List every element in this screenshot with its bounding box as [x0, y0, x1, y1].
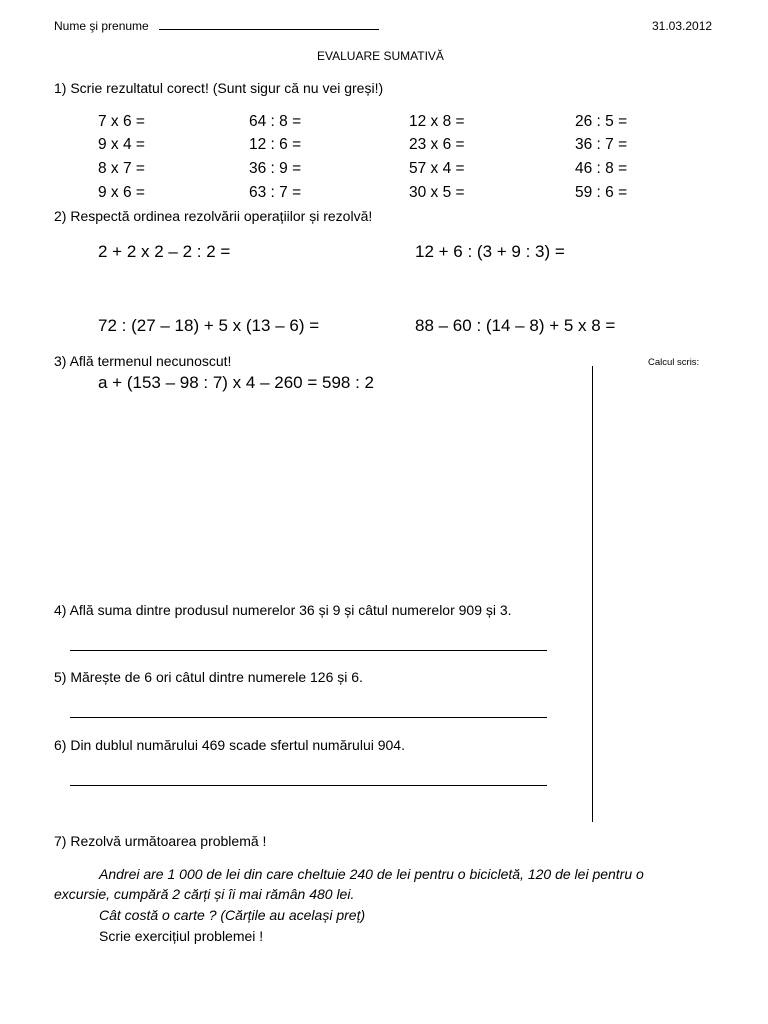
q2-expression-1: 2 + 2 x 2 – 2 : 2 = — [98, 242, 231, 261]
q6-answer-line[interactable] — [70, 785, 547, 786]
q7-instruction: Scrie exercițiul problemei ! — [99, 928, 264, 944]
page-title: EVALUARE SUMATIVĂ — [317, 49, 444, 63]
q1-item: 64 : 8 = — [249, 113, 302, 130]
q3-equation: a + (153 – 98 : 7) x 4 – 260 = 598 : 2 — [98, 373, 374, 392]
q1-item: 36 : 7 = — [575, 136, 628, 153]
q1-item: 59 : 6 = — [575, 184, 628, 201]
q2-expression-3: 72 : (27 – 18) + 5 x (13 – 6) = — [98, 316, 320, 335]
q4-answer-line[interactable] — [70, 650, 547, 651]
q1-item: 36 : 9 = — [249, 160, 302, 177]
q1-item: 9 x 6 = — [98, 184, 145, 201]
q5-prompt: 5) Mărește de 6 ori câtul dintre numerele 126 și 6. — [54, 669, 363, 685]
q1-item: 12 : 6 = — [249, 136, 302, 153]
q1-prompt: 1) Scrie rezultatul corect! (Sunt sigur că nu vei greși!) — [54, 80, 384, 96]
q1-item: 23 x 6 = — [409, 136, 465, 153]
q2-prompt: 2) Respectă ordinea rezolvării operațiilor și rezolvă! — [54, 208, 373, 224]
q1-item: 46 : 8 = — [575, 160, 628, 177]
q1-item: 7 x 6 = — [98, 113, 145, 130]
q7-problem-line-2: excursie, cumpără 2 cărți și îi mai rămân 480 lei. — [54, 886, 355, 902]
date: 31.03.2012 — [652, 19, 713, 33]
q2-expression-4: 88 – 60 : (14 – 8) + 5 x 8 = — [415, 316, 616, 335]
q5-answer-line[interactable] — [70, 717, 547, 718]
calcul-scris-label: Calcul scris: — [648, 357, 700, 368]
q1-item: 63 : 7 = — [249, 184, 302, 201]
q2-expression-2: 12 + 6 : (3 + 9 : 3) = — [415, 242, 565, 261]
q1-item: 9 x 4 = — [98, 136, 145, 153]
q1-item: 8 x 7 = — [98, 160, 145, 177]
q7-problem-line-1: Andrei are 1 000 de lei din care cheltuie 240 de lei pentru o bicicletă, 120 de lei pentru o — [99, 866, 644, 882]
q1-item: 30 x 5 = — [409, 184, 465, 201]
q7-prompt: 7) Rezolvă următoarea problemă ! — [54, 833, 267, 849]
q6-prompt: 6) Din dublul numărului 469 scade sfertul numărului 904. — [54, 737, 405, 753]
q1-item: 26 : 5 = — [575, 113, 628, 130]
calc-divider — [592, 366, 593, 822]
name-underline[interactable] — [159, 29, 379, 30]
q1-item: 57 x 4 = — [409, 160, 465, 177]
q4-prompt: 4) Află suma dintre produsul numerelor 36 și 9 și câtul numerelor 909 și 3. — [54, 602, 512, 618]
q3-prompt: 3) Află termenul necunoscut! — [54, 353, 232, 369]
q7-problem-question: Cât costă o carte ? (Cărțile au același preț) — [99, 907, 366, 923]
q1-item: 12 x 8 = — [409, 113, 465, 130]
name-label: Nume şi prenume — [54, 19, 149, 33]
